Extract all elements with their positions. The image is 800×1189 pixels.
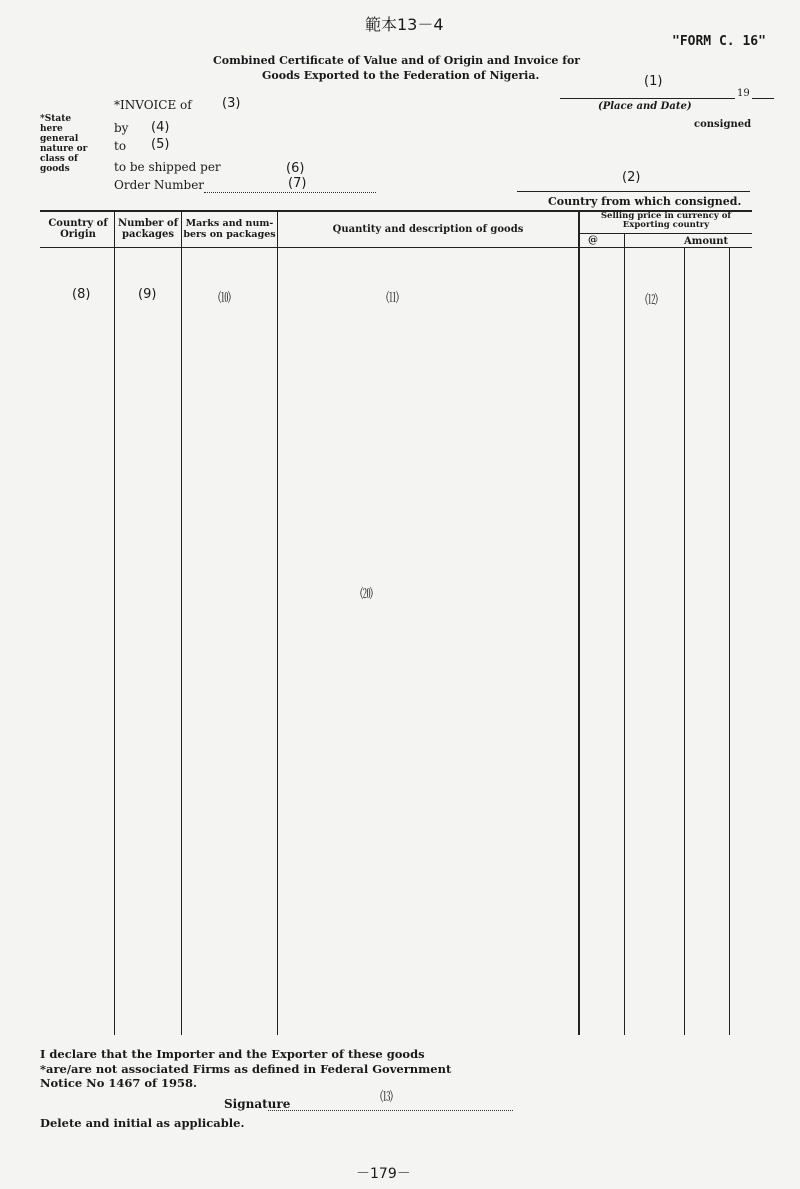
side-note-line: *State	[40, 114, 72, 124]
country-label: Country from which consigned.	[548, 195, 742, 208]
column-divider	[277, 210, 278, 1035]
signature-label: Signature	[224, 1097, 291, 1111]
year-prefix: 19	[737, 88, 750, 99]
header-line: Exporting country	[622, 220, 710, 230]
header-country-of-origin	[44, 218, 112, 240]
shipped-per-mark: (6)	[286, 161, 305, 176]
price-field-mark: ⑿	[645, 293, 659, 308]
signature-mark: ⒀	[380, 1090, 394, 1105]
header-number-of-packages	[116, 218, 180, 240]
declaration-line1: I declare that the Importer and the Exporter of these goods	[40, 1047, 425, 1061]
price-header-mid-line	[579, 233, 752, 234]
country-line	[517, 191, 750, 192]
order-number-label: Order Number	[114, 178, 205, 192]
packages-field-mark: (9)	[138, 287, 157, 302]
table-header-line	[40, 247, 752, 248]
header-line: Origin	[60, 229, 96, 240]
document-reference: 範本13－4	[365, 15, 444, 34]
side-note-line: goods	[40, 164, 70, 174]
header-line: bers on packages	[183, 229, 276, 240]
invoice-of-label: *INVOICE of	[114, 98, 192, 112]
invoice-of-mark: (3)	[222, 96, 241, 111]
header-line: packages	[122, 229, 174, 240]
header-quantity-description: Quantity and description of goods	[332, 224, 524, 235]
column-divider	[181, 210, 182, 1035]
year-line	[752, 98, 774, 99]
side-note-line: nature or	[40, 144, 88, 154]
consigned-label: consigned	[694, 119, 752, 130]
to-mark: (5)	[151, 137, 170, 152]
column-divider	[684, 247, 685, 1035]
signature-line	[268, 1110, 513, 1111]
place-date-label: (Place and Date)	[598, 101, 692, 112]
form-number: "FORM C. 16"	[672, 34, 766, 49]
shipped-per-label: to be shipped per	[114, 160, 221, 174]
body-field-mark: ⒇	[360, 587, 374, 602]
header-line: Number of	[117, 218, 179, 229]
order-number-line	[204, 192, 376, 193]
country-mark: (2)	[622, 170, 641, 185]
header-selling-price	[580, 212, 752, 230]
side-note-line: class of	[40, 154, 78, 164]
marks-field-mark: ⑽	[218, 291, 232, 306]
order-number-mark: (7)	[288, 176, 307, 191]
page-number: －179－	[356, 1166, 411, 1182]
form-title-line2: Goods Exported to the Federation of Nigeria.	[262, 69, 540, 82]
delete-note: Delete and initial as applicable.	[40, 1116, 245, 1130]
by-label: by	[114, 121, 129, 135]
header-line: Country of	[48, 218, 108, 229]
to-label: to	[114, 139, 127, 153]
header-line: Marks and num-	[185, 218, 274, 229]
column-divider	[624, 233, 625, 1035]
quantity-field-mark: ⑾	[386, 291, 400, 306]
header-marks-and-numbers	[182, 218, 277, 240]
side-note-line: here	[40, 124, 63, 134]
column-divider	[729, 247, 730, 1035]
header-amount: Amount	[684, 236, 729, 247]
header-line: Selling price in currency of	[600, 211, 732, 221]
declaration-line3: Notice No 1467 of 1958.	[40, 1076, 198, 1090]
side-note	[40, 114, 87, 174]
column-divider	[578, 210, 580, 1035]
place-date-line	[560, 98, 735, 99]
column-divider	[114, 210, 115, 1035]
header-at-sign: @	[588, 235, 598, 246]
origin-field-mark: (8)	[72, 287, 91, 302]
side-note-line: general	[40, 134, 79, 144]
form-title-line1: Combined Certificate of Value and of Origin and Invoice for	[213, 54, 581, 67]
place-date-mark: (1)	[644, 74, 663, 89]
declaration-line2: *are/are not associated Firms as defined in Federal Government	[40, 1062, 452, 1076]
by-mark: (4)	[151, 120, 170, 135]
